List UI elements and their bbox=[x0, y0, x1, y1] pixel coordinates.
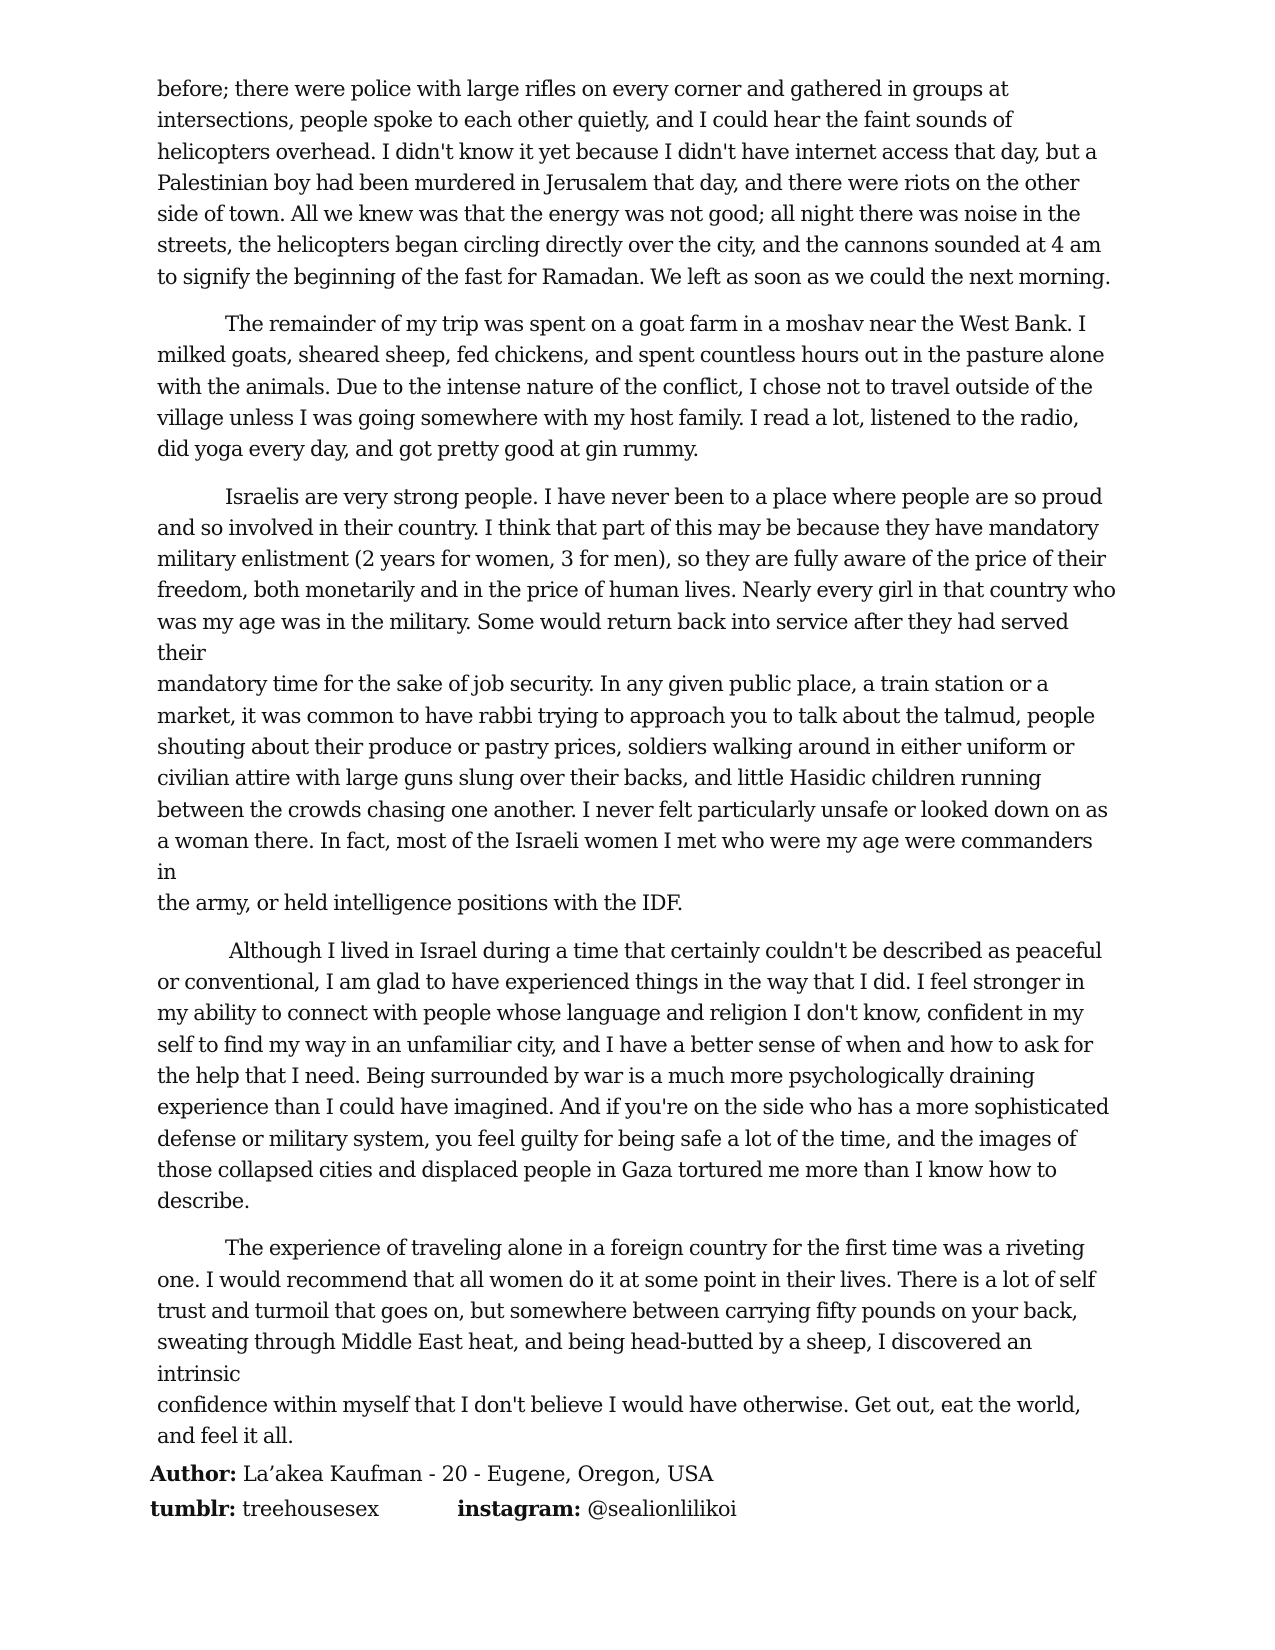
social-line bbox=[150, 1493, 736, 1525]
instagram-handle: @sealionlilikoi bbox=[587, 1497, 737, 1521]
paragraph-police-and-riots: before; there were police with large rifles on every corner and gathered in groups at intersections, people spoke to each other quietly, and I could hear the faint sounds of helicopters overhead. I didn't know it yet because I didn't have internet access that day, but a Palestinian boy had been murdered in Jerusalem that day, and there were riots on the other side of town. All we knew was that the energy was not good; all night there was noise in the streets, the helicopters began circling directly over the city, and the cannons sounded at 4 am to signify the beginning of the fast for Ramadan. We left as soon as we could the next morning. bbox=[157, 77, 1111, 289]
author-line bbox=[150, 1458, 736, 1490]
author-info bbox=[150, 1458, 736, 1528]
instagram-label: instagram: bbox=[457, 1496, 581, 1521]
paragraph-israelis-strong: Israelis are very strong people. I have never been to a place where people are so proud and so involved in their country. I think that part of this may be because they have mandatory military enlistment (2 years for women, 3 for men), so they are fully aware of the price of their freedom, both monetarily and in the price of human lives. Nearly every girl in that country who was my age was in the military. Some would return back into service after they had served their mandatory time for the sake of job security. In any given public place, a train station or a market, it was common to have rabbi trying to approach you to talk about the talmud, people shouting about their produce or pastry prices, soldiers walking around in either uniform or civilian attire with large guns slung over their backs, and little Hasidic children running between the crowds chasing one another. I never felt particularly unsafe or looked down on as a woman there. In fact, most of the Israeli women I met who were my age were commanders in the army, or held intelligence positions with the IDF. bbox=[157, 484, 1116, 916]
tumblr-label: tumblr: bbox=[150, 1496, 236, 1521]
paragraph-reflection: Although I lived in Israel during a time that certainly couldn't be described as peaceful or conventional, I am glad to have experienced things in the way that I did. I feel stronger in my ability to connect with people whose language and religion I don't know, confident in my self to find my way in an unfamiliar city, and I have a better sense of when and how to ask for the help that I need. Being surrounded by war is a much more psychologically draining experience than I could have imagined. And if you're on the side who has a more sophisticated defense or military system, you feel guilty for being safe a lot of the time, and the images of those collapsed cities and displaced people in Gaza tortured me more than I know how to describe. bbox=[157, 938, 1109, 1214]
tumblr-handle: treehousesex bbox=[242, 1497, 379, 1521]
paragraph-conclusion: The experience of traveling alone in a foreign country for the first time was a riveting one. I would recommend that all women do it at some point in their lives. There is a lot of self trust and turmoil that goes on, but somewhere between carrying fifty pounds on your back, sweating through Middle East heat, and being head-butted by a sheep, I discovered an intrinsic confidence within myself that I don't believe I would have otherwise. Get out, eat the world, and feel it all. bbox=[157, 1236, 1095, 1449]
essay-body bbox=[157, 74, 1117, 1468]
author-value: La’akea Kaufman - 20 - Eugene, Oregon, USA bbox=[242, 1462, 714, 1486]
author-label: Author: bbox=[150, 1461, 237, 1486]
paragraph-goat-farm: The remainder of my trip was spent on a goat farm in a moshav near the West Bank. I milked goats, sheared sheep, fed chickens, and spent countless hours out in the pasture alone with the animals. Due to the intense nature of the conflict, I chose not to travel outside of the village unless I was going somewhere with my host family. I read a lot, listened to the radio, did yoga every day, and got pretty good at gin rummy. bbox=[157, 312, 1105, 462]
